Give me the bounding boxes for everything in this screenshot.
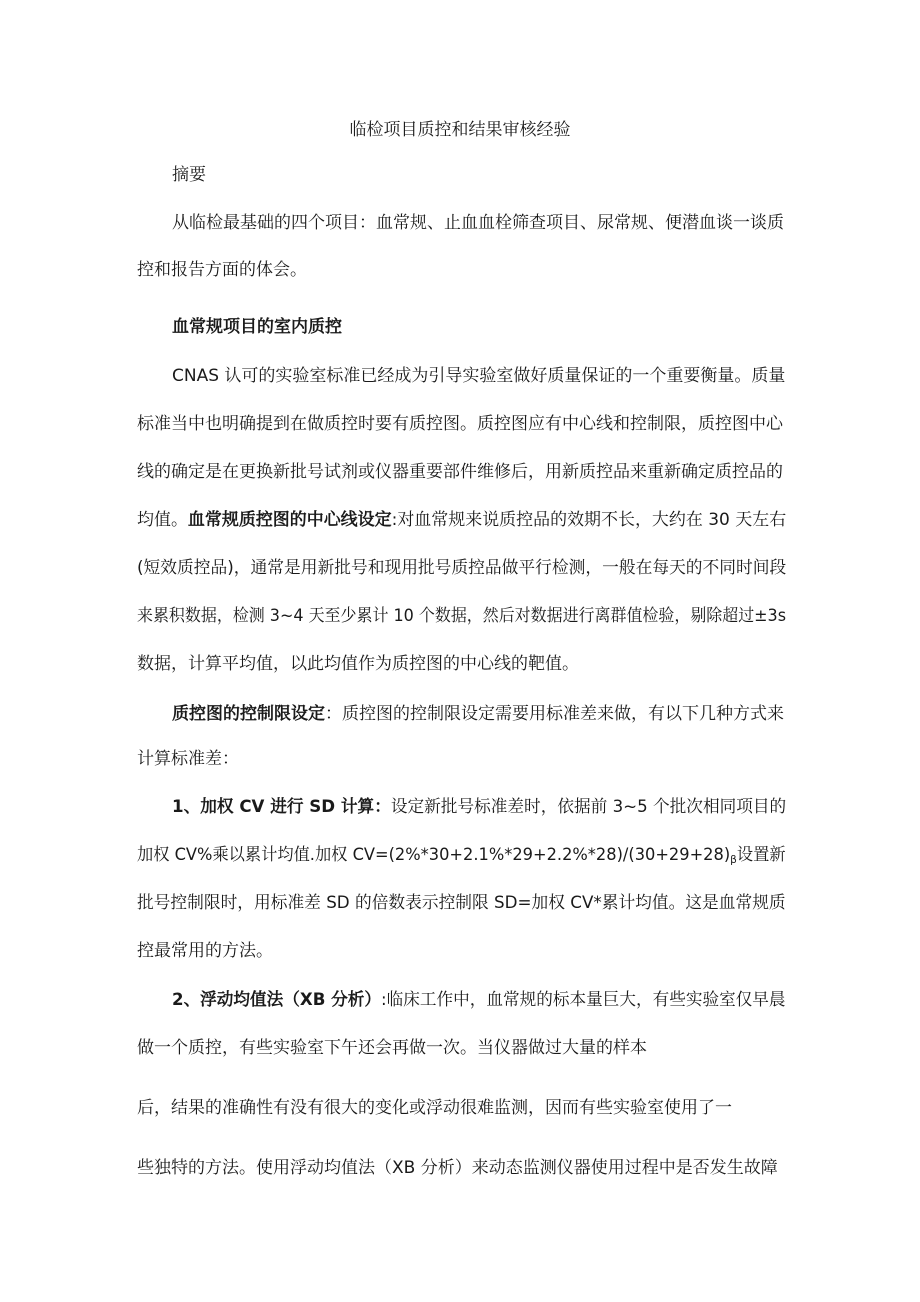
paragraph-2-line-2: 计算标准差： (137, 749, 239, 769)
document-title: 临检项目质控和结果审核经验 (349, 120, 571, 140)
weighted-cv-formula: 加权 CV%乘以累计均值.加权 CV=(2%*30+2.1%*29+2.2%*28)/(30+29+28) (137, 845, 731, 865)
paragraph-2-line-1 (172, 700, 784, 728)
paragraph-1-line-2: 标准当中也明确提到在做质控时要有质控图。质控图应有中心线和控制限，质控图中心 (137, 414, 783, 434)
paragraph-2-line-1-post: ：质控图的控制限设定需要用标准差来做，有以下几种方式来 (325, 704, 784, 724)
paragraph-3-line-3: 批号控制限时，用标准差 SD 的倍数表示控制限 SD=加权 CV*累计均值。这是血常规质 (137, 893, 786, 913)
paragraph-1-line-5: (短效质控品)，通常是用新批号和现用批号质控品做平行检测，一般在每天的不同时间段 (137, 558, 787, 578)
paragraph-1-line-6: 来累积数据，检测 3~4 天至少累计 10 个数据，然后对数据进行离群值检验，剔除超过±3s (137, 606, 787, 626)
abstract-line-2: 控和报告方面的体会。 (137, 260, 307, 280)
abstract-line-1: 从临检最基础的四个项目：血常规、止血血栓筛查项目、尿常规、便潜血谈一谈质 (172, 213, 784, 233)
paragraph-4-line-1-post: :临床工作中，血常规的标本量巨大，有些实验室仅早晨 (381, 990, 786, 1010)
paragraph-1-line-4 (137, 506, 786, 534)
paragraph-3-line-2 (137, 841, 786, 874)
paragraph-4-line-2: 做一个质控，有些实验室下午还会再做一次。当仪器做过大量的样本 (137, 1038, 647, 1058)
paragraph-3-line-1-post: 设定新批号标准差时，依据前 3~5 个批次相同项目的 (390, 797, 787, 817)
formula-subscript: β (730, 853, 737, 866)
weighted-cv-method-label: 1、加权 CV 进行 SD 计算： (172, 797, 391, 817)
paragraph-4-line-4: 些独特的方法。使用浮动均值法（XB 分析）来动态监测仪器使用过程中是否发生故障 (137, 1158, 778, 1178)
control-limit-setting-label: 质控图的控制限设定 (172, 704, 325, 724)
paragraph-3-line-1 (172, 793, 786, 821)
paragraph-1-line-1: CNAS 认可的实验室标准已经成为引导实验室做好质量保证的一个重要衡量。质量 (172, 366, 786, 386)
floating-mean-method-label: 2、浮动均值法（XB 分析） (172, 990, 382, 1010)
paragraph-1-line-7: 数据，计算平均值，以此均值作为质控图的中心线的靶值。 (137, 654, 579, 674)
paragraph-1-line-4-pre: 均值。 (137, 510, 188, 530)
paragraph-4-line-1 (172, 986, 786, 1014)
paragraph-1-line-3: 线的确定是在更换新批号试剂或仪器重要部件维修后，用新质控品来重新确定质控品的 (137, 462, 783, 482)
paragraph-3-line-2-post: 设置新 (736, 845, 786, 865)
centerline-setting-label: 血常规质控图的中心线设定 (187, 510, 392, 530)
paragraph-3-line-4: 控最常用的方法。 (137, 941, 273, 961)
abstract-heading: 摘要 (172, 165, 206, 185)
paragraph-1-line-4-post: :对血常规来说质控品的效期不长，大约在 30 天左右 (391, 510, 787, 530)
paragraph-4-line-3: 后，结果的准确性有没有很大的变化或浮动很难监测，因而有些实验室使用了一 (137, 1098, 732, 1118)
section-heading-blood-routine: 血常规项目的室内质控 (172, 317, 342, 337)
